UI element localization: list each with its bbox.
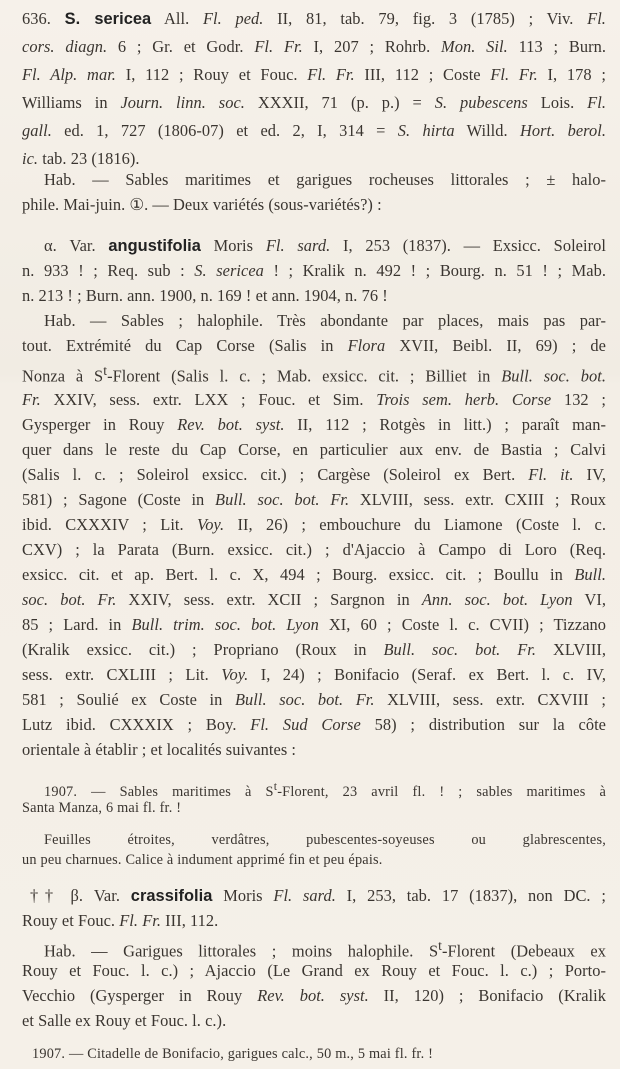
text-line: Fr. XXIV, sess. extr. LXX ; Fouc. et Sim. Trois sem. herb. Corse 132 ; xyxy=(22,390,606,409)
text-line: Hab. — Sables maritimes et garigues rocheuses littorales ; ± halo- xyxy=(44,170,606,189)
text-line: α. Var. angustifolia Moris Fl. sard. I, 253 (1837). — Exsicc. Soleirol xyxy=(44,236,606,255)
text-line: Rouy et Fouc. l. c.) ; Ajaccio (Le Grand ex Rouy et Fouc. l. c.) ; Porto- xyxy=(22,961,606,980)
text-line: Fl. Alp. mar. I, 112 ; Rouy et Fouc. Fl. Fr. III, 112 ; Coste Fl. Fr. I, 178 ; xyxy=(22,65,606,84)
text-line: exsicc. cit. et ap. Bert. l. c. X, 494 ; Bourg. exsicc. cit. ; Boullu in Bull. xyxy=(22,565,606,584)
text-line: cors. diagn. 6 ; Gr. et Godr. Fl. Fr. I, 207 ; Rohrb. Mon. Sil. 113 ; Burn. xyxy=(22,37,606,56)
text-line: 581) ; Sagone (Coste in Bull. soc. bot. Fr. XLVIII, sess. extr. CXIII ; Roux xyxy=(22,490,606,509)
text-line: Hab. — Garigues littorales ; moins halophile. $S^t$-Florent (Debeaux ex xyxy=(44,938,606,961)
text-line: †† β. Var. crassifolia Moris Fl. sard. I, 253, tab. 17 (1837), non DC. ; xyxy=(30,886,606,905)
text-line: Rouy et Fouc. Fl. Fr. III, 112. xyxy=(22,911,219,930)
text-line: CXV) ; la Parata (Burn. exsicc. cit.) ; d'Ajaccio à Campo di Loro (Req. xyxy=(22,540,606,559)
text-line: ic. tab. 23 (1816). xyxy=(22,149,140,168)
text-line: (Salis l. c. ; Soleirol exsicc. cit.) ; Cargèse (Soleirol ex Bert. Fl. it. IV, xyxy=(22,465,606,484)
text-line: 85 ; Lard. in Bull. trim. soc. bot. Lyon XI, 60 ; Coste l. c. CVII) ; Tizzano xyxy=(22,615,606,634)
text-line: ibid. CXXXIV ; Lit. Voy. II, 26) ; embouchure du Liamone (Coste l. c. xyxy=(22,515,606,534)
text-line: n. 213 ! ; Burn. ann. 1900, n. 169 ! et ann. 1904, n. 76 ! xyxy=(22,286,388,305)
text-line: Vecchio (Gysperger in Rouy Rev. bot. syst. II, 120) ; Bonifacio (Kralik xyxy=(22,986,606,1005)
text-line: (Kralik exsicc. cit.) ; Propriano (Roux in Bull. soc. bot. Fr. XLVIII, xyxy=(22,640,606,659)
text-line: sess. extr. CXLIII ; Lit. Voy. I, 24) ; Bonifacio (Seraf. ex Bert. l. c. IV, xyxy=(22,665,606,684)
text-line: phile. Mai-juin. ①. — Deux variétés (sous-variétés?) : xyxy=(22,195,382,214)
text-line: orientale à établir ; et localités suivantes : xyxy=(22,740,297,759)
text-line: et Salle ex Rouy et Fouc. l. c.). xyxy=(22,1011,227,1030)
text-line: un peu charnues. Calice à indument apprimé fin et peu épais. xyxy=(22,852,383,868)
text-line: Williams in Journ. linn. soc. XXXII, 71 (p. p.) = S. pubescens Lois. Fl. xyxy=(22,93,606,112)
text-line: Feuilles étroites, verdâtres, pubescentes-soyeuses ou glabrescentes, xyxy=(44,832,606,848)
text-line: n. 933 ! ; Req. sub : S. sericea ! ; Kralik n. 492 ! ; Bourg. n. 51 ! ; Mab. xyxy=(22,261,606,280)
text-line: Santa Manza, 6 mai fl. fr. ! xyxy=(22,800,182,816)
text-line: Lutz ibid. CXXXIX ; Boy. Fl. Sud Corse 58) ; distribution sur la côte xyxy=(22,715,606,734)
text-line: soc. bot. Fr. XXIV, sess. extr. XCII ; Sargnon in Ann. soc. bot. Lyon VI, xyxy=(22,590,606,609)
text-line: Hab. — Sables ; halophile. Très abondante par places, mais pas par- xyxy=(44,311,606,330)
text-line: Nonza à $S^t$-Florent (Salis l. c. ; Mab. exsicc. cit. ; Billiet in Bull. soc. bot. xyxy=(22,363,606,386)
text-line: tout. Extrémité du Cap Corse (Salis in Flora XVII, Beibl. II, 69) ; de xyxy=(22,336,606,355)
text-line: 636. S. sericea All. Fl. ped. II, 81, tab. 79, fig. 3 (1785) ; Viv. Fl. xyxy=(22,9,606,28)
text-line: gall. ed. 1, 727 (1806-07) et ed. 2, I, 314 = S. hirta Willd. Hort. berol. xyxy=(22,121,606,140)
text-line: quer dans le reste du Cap Corse, en particulier aux env. de Bastia ; Calvi xyxy=(22,440,606,459)
text-line: 1907. — Sables maritimes à $S^t$-Florent, 23 avril fl. ! ; sables maritimes à xyxy=(44,779,606,800)
text-line: 581 ; Soulié ex Coste in Bull. soc. bot. Fr. XLVIII, sess. extr. CXVIII ; xyxy=(22,690,606,709)
text-line: Gysperger in Rouy Rev. bot. syst. II, 112 ; Rotgès in litt.) ; paraît man- xyxy=(22,415,606,434)
text-line: 1907. — Citadelle de Bonifacio, garigues calc., 50 m., 5 mai fl. fr. ! xyxy=(32,1046,434,1062)
